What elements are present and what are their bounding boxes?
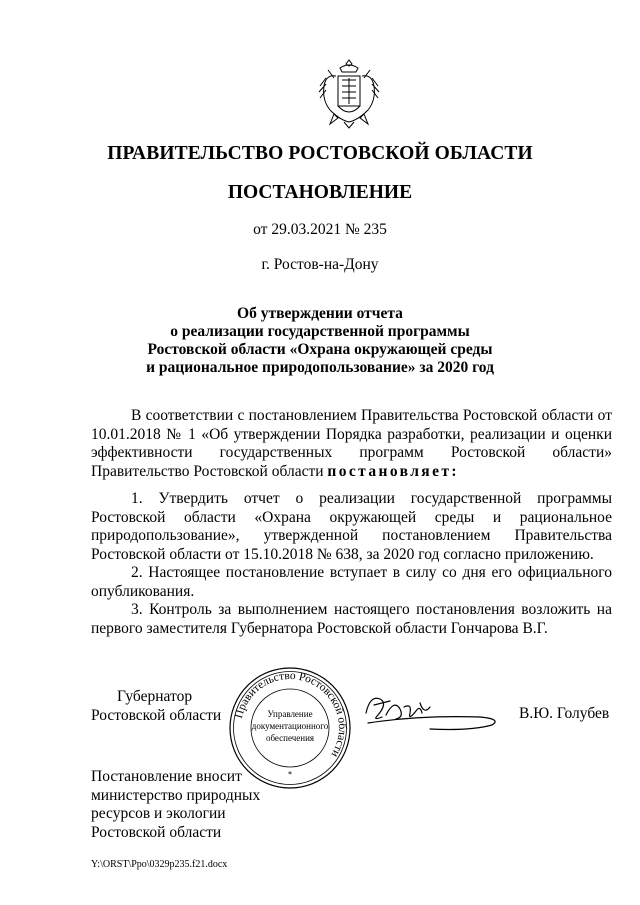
authority-heading: ПРАВИТЕЛЬСТВО РОСТОВСКОЙ ОБЛАСТИ [107, 143, 533, 164]
signatory-name: В.Ю. Голубев [519, 705, 610, 722]
note-line: ресурсов и экологии [91, 805, 226, 822]
decree-word: постановляет: [327, 462, 459, 480]
decree-items [91, 490, 612, 638]
signatory-title-line: Ростовской области [91, 707, 222, 724]
file-path: Y:\ORST\Ppo\0329p235.f21.docx [91, 859, 228, 870]
preamble-paragraph [91, 407, 612, 481]
coat-of-arms-emblem [316, 56, 382, 130]
date-number: от 29.03.2021 № 235 [253, 221, 387, 238]
note-line: Ростовской области [91, 823, 222, 841]
signatory-title-line: Губернатор [117, 688, 193, 705]
stamp-center-line: документационного [251, 721, 329, 731]
decree-item: 1. Утвердить отчет о реализации государственной программы Ростовской области «Охрана окружающей среды и рациональное природопользование», утвержденной постановлением Правительства Ростовской области от 15.10.2018 № 638, за 2020 год согласно приложению. [91, 490, 612, 563]
city: г. Ростов-на-Дону [261, 256, 379, 273]
preamble-text: В соответствии с постановлением Правительства Ростовской области от 10.01.2018 № 1 «Об утверждении Порядка разработки, реализации и оценки эффективности государственных программ Ростовской области» Правительство Ростовской области [91, 407, 612, 480]
subject-line: о реализации государственной программы [170, 323, 470, 340]
note-line: министерство природных [91, 786, 261, 804]
submitted-by-note [91, 768, 260, 842]
handwritten-signature [360, 685, 510, 735]
document-type-heading: ПОСТАНОВЛЕНИЕ [227, 182, 413, 203]
decree-item: 2. Настоящее постановление вступает в силу со дня его официального опубликования. [91, 564, 612, 600]
note-line: Постановление вносит [91, 768, 242, 785]
stamp-center-line: обеспечения [265, 733, 315, 743]
subject-line: и рациональное природопользование» за 2020 год [146, 359, 494, 376]
subject-title [100, 305, 540, 377]
subject-line: Ростовской области «Охрана окружающей среды [147, 341, 493, 358]
subject-line: Об утверждении отчета [237, 305, 403, 322]
stamp-star-icon: * [288, 770, 292, 779]
stamp-center-line: Управление [267, 709, 313, 719]
stamp-ring-text: Правительство Ростовской области [233, 669, 349, 760]
signatory-title [91, 687, 221, 725]
decree-item: 3. Контроль за выполнением настоящего постановления возложить на первого заместителя Губернатора Ростовской области Гончарова В.Г. [91, 601, 612, 637]
